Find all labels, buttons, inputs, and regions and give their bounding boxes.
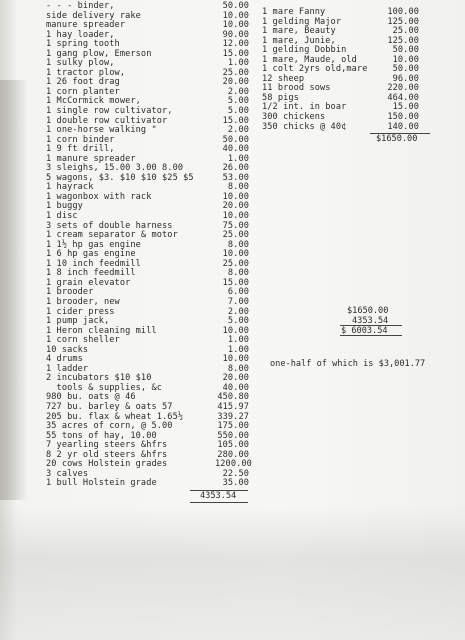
right-value-row: 15.00 [392, 102, 419, 113]
left-value-row: 450.80 [217, 392, 249, 403]
right-item-row: 1/2 int. in boar [262, 102, 347, 113]
left-item-row: 1 grain elevator [46, 277, 131, 288]
left-item-row: 3 sets of double harness [46, 220, 173, 231]
right-value-row: 100.00 [387, 7, 419, 17]
left-value-row: 8.00 [227, 239, 249, 250]
left-item-row: 8 2 yr old steers &hfrs [46, 449, 168, 460]
left-value-row: 1200.00 [215, 459, 252, 470]
left-item-row: 1 buggy [46, 201, 83, 212]
left-value-row: 15.00 [222, 277, 249, 288]
left-value-row: 26.00 [222, 163, 249, 174]
left-item-row: 1 disc [46, 211, 78, 222]
half-note: one-half of which is $3,001.77 [270, 359, 426, 369]
left-item-row: 1 brooder, new [46, 296, 120, 307]
left-value-row: 105.00 [217, 440, 249, 451]
left-value-row: 10.00 [222, 249, 249, 260]
left-item-row: 205 bu. flax & wheat 1.65½ [46, 411, 184, 422]
left-item-row: 1 wagonbox with rack [46, 191, 152, 202]
left-value-row: 2.00 [227, 306, 249, 317]
left-value-row: 5.00 [227, 316, 249, 327]
left-value-list [215, 1, 252, 489]
left-value-row: 415.97 [217, 401, 249, 412]
left-value-row: 22.50 [222, 468, 249, 479]
right-item-row: 58 pigs [262, 92, 299, 103]
left-value-row: 8.00 [227, 363, 249, 374]
left-item-row: 1 9 ft drill, [46, 144, 115, 155]
left-item-row: 1 1½ hp gas engine [46, 239, 141, 250]
left-value-row: 7.00 [227, 296, 249, 307]
left-item-row: 1 corn sheller [46, 335, 120, 346]
left-value-row: 1.00 [227, 58, 249, 69]
left-item-row: 1 sulky plow, [46, 58, 115, 69]
left-item-row: 1 gang plow, Emerson [46, 48, 152, 59]
right-value-row: 25.00 [392, 26, 419, 37]
bottom-shadow [0, 505, 465, 640]
left-value-row: 550.00 [217, 430, 249, 441]
left-item-row: tools & supplies, &c [46, 382, 163, 393]
left-item-row: 1 10 inch feedmill [46, 258, 141, 269]
left-item-row: side delivery rake [46, 10, 141, 21]
left-item-row: 1 bull Holstein grade [46, 478, 157, 489]
right-item-row: 1 gelding Dobbin [262, 45, 347, 56]
left-value-row: 8.00 [227, 268, 249, 279]
left-item-row: 2 incubators $10 $10 [46, 373, 152, 384]
left-item-row: 4 drums [46, 354, 83, 365]
left-item-row: 1 hay loader, [46, 29, 115, 40]
right-value-row: 125.00 [387, 35, 419, 46]
right-value-row: 220.00 [387, 83, 419, 94]
left-item-row: 1 double row cultivator [46, 115, 168, 126]
left-item-list [46, 2, 194, 489]
right-value-row: 140.00 [387, 121, 419, 132]
right-value-row: 10.00 [392, 54, 419, 65]
left-value-row: 5.00 [227, 106, 249, 117]
left-value-row: 339.27 [217, 411, 249, 422]
summary-line-2: 4353.54 [352, 316, 389, 326]
left-value-row: 10.00 [222, 211, 249, 222]
left-item-row: 1 brooder [46, 287, 94, 298]
right-item-row: 1 mare, Junie, [262, 35, 336, 46]
left-value-row: 5.00 [227, 96, 249, 107]
left-item-row: 727 bu. barley & oats 57 [46, 401, 173, 412]
left-item-row: 3 sleighs, 15.00 3.00 8.00 [46, 163, 184, 174]
right-item-row: 12 sheep [262, 73, 305, 84]
left-value-row: 20.00 [222, 373, 249, 384]
left-item-row: 1 single row cultivator, [46, 106, 173, 117]
left-item-row: 1 ladder [46, 363, 89, 374]
left-value-row: 6.00 [227, 287, 249, 298]
left-item-row: 1 pump jack, [46, 316, 110, 327]
right-value-row: 150.00 [387, 112, 419, 123]
left-value-row: 40.00 [222, 144, 249, 155]
left-value-row: 10.00 [222, 10, 249, 21]
right-item-row: 11 brood sows [262, 83, 331, 94]
summary-line-1: $1650.00 [347, 306, 389, 316]
left-value-row: 10.00 [222, 20, 249, 31]
left-item-row: 1 hayrack [46, 182, 94, 193]
left-item-row: 20 cows Holstein grades [46, 459, 168, 470]
left-value-row: 53.00 [222, 172, 249, 183]
left-item-row: 55 tons of hay, 10.00 [46, 430, 157, 441]
left-item-row: 3 calves [46, 468, 89, 479]
left-item-row: 5 wagons, $3. $10 $10 $25 $5 [46, 172, 194, 183]
left-value-row: 90.00 [222, 29, 249, 40]
left-value-row: 35.00 [222, 478, 249, 489]
left-item-row: 1 cream separator & motor [46, 230, 178, 241]
left-value-row: 20.00 [222, 201, 249, 212]
right-value-row: 464.00 [387, 92, 419, 103]
left-value-row: 1.00 [227, 335, 249, 346]
left-value-row: 10.00 [222, 354, 249, 365]
left-item-row: 1 8 inch feedmill [46, 268, 136, 279]
left-value-row: 50.00 [222, 1, 249, 11]
left-item-row: 1 26 foot drag [46, 77, 120, 88]
left-item-row: 1 tractor plow, [46, 67, 126, 78]
left-value-row: 10.00 [222, 191, 249, 202]
left-item-row: 980 bu. oats @ 46 [46, 392, 136, 403]
left-item-row: 1 6 hp gas engine [46, 249, 136, 260]
page-fold-shadow [0, 80, 28, 500]
left-value-row: 280.00 [217, 449, 249, 460]
right-value-row: 125.00 [387, 16, 419, 27]
right-item-row: 1 colt 2yrs old,mare [262, 64, 368, 75]
left-value-row: 2.00 [227, 86, 249, 97]
left-value-row: 25.00 [222, 258, 249, 269]
left-value-row: 15.00 [222, 48, 249, 59]
left-value-row: 75.00 [222, 220, 249, 231]
left-value-row: 1.00 [227, 344, 249, 355]
left-item-row: 1 corn planter [46, 86, 120, 97]
left-total: 4353.54 [200, 491, 237, 501]
left-item-row: 7 yearling steers &hfrs [46, 440, 168, 451]
left-item-row: 1 corn binder [46, 134, 115, 145]
left-item-row: 1 Heron cleaning mill [46, 325, 157, 336]
right-value-row: 96.00 [392, 73, 419, 84]
left-value-row: 15.00 [222, 115, 249, 126]
left-item-row: - - - binder, [46, 1, 115, 11]
right-item-row: 300 chickens [262, 112, 326, 123]
left-value-row: 8.00 [227, 182, 249, 193]
summary-line-3: $ 6003.54 [341, 326, 388, 336]
left-item-row: 1 McCormick mower, [46, 96, 141, 107]
left-value-row: 40.00 [222, 382, 249, 393]
left-value-row: 175.00 [217, 421, 249, 432]
left-item-row: 1 manure spreader [46, 153, 136, 164]
left-value-row: 25.00 [222, 67, 249, 78]
right-value-row: 50.00 [392, 64, 419, 75]
left-value-row: 10.00 [222, 325, 249, 336]
right-total: $1650.00 [376, 134, 418, 144]
right-item-list [262, 8, 367, 132]
right-item-row: 1 mare, Beauty [262, 26, 336, 37]
right-item-row: 1 mare Fanny [262, 7, 326, 17]
summary-underline [340, 335, 402, 336]
left-item-row: manure spreader [46, 20, 126, 31]
right-value-row: 50.00 [392, 45, 419, 56]
left-value-row: 50.00 [222, 134, 249, 145]
right-item-row: 350 chicks @ 40¢ [262, 121, 347, 132]
left-total-underline [190, 502, 248, 503]
left-item-row: 35 acres of corn, @ 5.00 [46, 421, 173, 432]
left-item-row: 10 sacks [46, 344, 89, 355]
right-item-row: 1 gelding Major [262, 16, 342, 27]
left-value-row: 2.00 [227, 125, 249, 136]
left-value-row: 20.00 [222, 77, 249, 88]
left-item-row: 1 spring tooth [46, 39, 120, 50]
left-value-row: 25.00 [222, 230, 249, 241]
left-value-row: 1.00 [227, 153, 249, 164]
right-value-list [385, 8, 419, 132]
left-item-row: 1 one-horse walking " [46, 125, 157, 136]
left-value-row: 12.00 [222, 39, 249, 50]
right-item-row: 1 mare, Maude, old [262, 54, 357, 65]
left-item-row: 1 cider press [46, 306, 115, 317]
